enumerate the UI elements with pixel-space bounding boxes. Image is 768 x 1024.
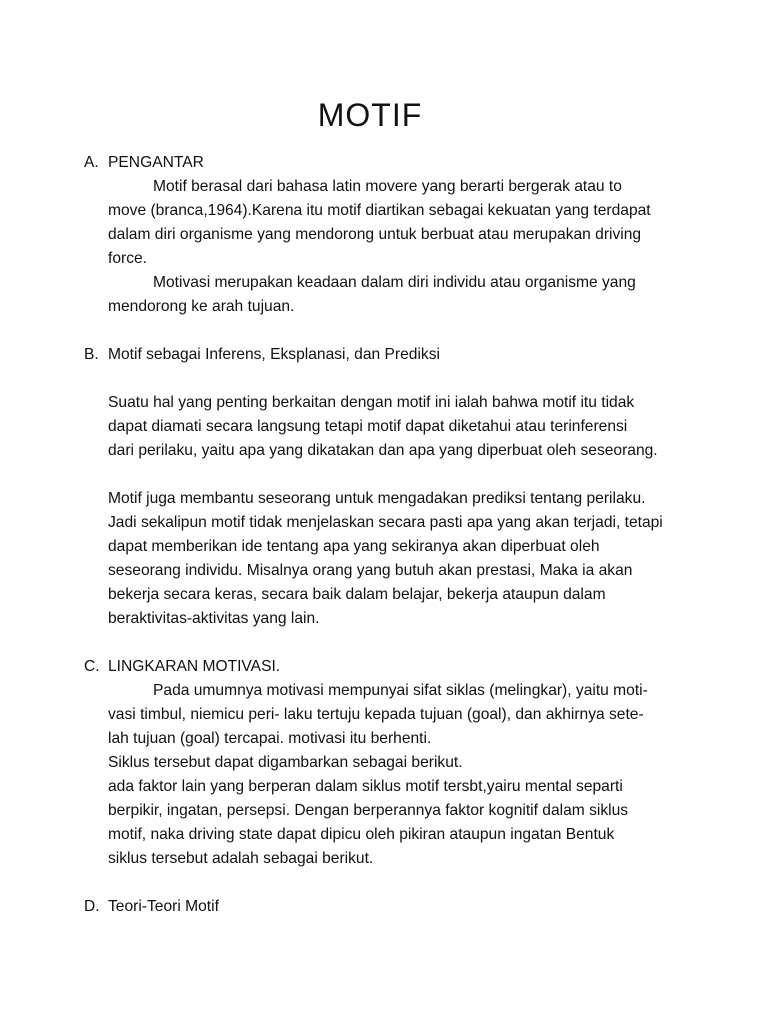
section-a-marker: A. xyxy=(84,154,99,171)
section-c-line-6: berpikir, ingatan, persepsi. Dengan berperannya faktor kognitif dalam siklus xyxy=(108,802,629,819)
paragraph-gap xyxy=(84,871,684,895)
paragraph-gap xyxy=(84,463,684,487)
paragraph-gap xyxy=(84,631,684,655)
section-c-line-8: siklus tersebut adalah sebagai berikut. xyxy=(108,850,374,867)
section-b-p2-line-2: Jadi sekalipun motif tidak menjelaskan secara pasti apa yang akan terjadi, tetapi xyxy=(108,514,663,531)
section-c-line-2: vasi timbul, niemicu peri- laku tertuju kepada tujuan (goal), dan akhirnya sete- xyxy=(108,706,644,723)
section-a-line-1: Motif berasal dari bahasa latin movere yang berarti bergerak atau to xyxy=(153,178,622,195)
section-c-line-7: motif, naka driving state dapat dipicu oleh pikiran ataupun ingatan Bentuk xyxy=(108,826,615,843)
document-title: MOTIF xyxy=(317,97,423,133)
section-b-p2-line-3: dapat memberikan ide tentang apa yang sekiranya akan diperbuat oleh xyxy=(108,538,600,555)
section-c-marker: C. xyxy=(84,658,100,675)
paragraph-gap xyxy=(84,319,684,343)
section-c-line-3: lah tujuan (goal) tercapai. motivasi itu berhenti. xyxy=(108,730,432,747)
section-b-p2-line-4: seseorang individu. Misalnya orang yang butuh akan prestasi, Maka ia akan xyxy=(108,562,633,579)
section-b-p1-line-3: dari perilaku, yaitu apa yang dikatakan dan apa yang diperbuat oleh seseorang. xyxy=(108,442,658,459)
section-c-line-5: ada faktor lain yang berperan dalam siklus motif tersbt,yairu mental separti xyxy=(108,778,623,795)
section-b-p1-line-2: dapat diamati secara langsung tetapi motif dapat diketahui atau terinferensi xyxy=(108,418,628,435)
section-a-title: PENGANTAR xyxy=(108,154,204,171)
section-b-heading xyxy=(84,343,684,367)
section-b-p1-line-1: Suatu hal yang penting berkaitan dengan motif ini ialah bahwa motif itu tidak xyxy=(108,394,635,411)
paragraph-gap xyxy=(84,367,684,391)
section-d-title: Teori-Teori Motif xyxy=(108,898,219,915)
section-a-line-3: dalam diri organisme yang mendorong untuk berbuat atau merupakan driving xyxy=(108,226,642,243)
section-a-line-5: Motivasi merupakan keadaan dalam diri individu atau organisme yang xyxy=(153,274,636,291)
section-b-p2-line-5: bekerja secara keras, secara baik dalam belajar, bekerja ataupun dalam xyxy=(108,586,606,603)
section-b-p2-line-1: Motif juga membantu seseorang untuk mengadakan prediksi tentang perilaku. xyxy=(108,490,646,507)
section-c-line-1: Pada umumnya motivasi mempunyai sifat siklas (melingkar), yaitu moti- xyxy=(153,682,648,699)
section-c-heading xyxy=(84,655,684,679)
section-b-title: Motif sebagai Inferens, Eksplanasi, dan Prediksi xyxy=(108,346,440,363)
section-a-line-2: move (branca,1964).Karena itu motif diartikan sebagai kekuatan yang terdapat xyxy=(108,202,651,219)
section-c-line-4: Siklus tersebut dapat digambarkan sebagai berikut. xyxy=(108,754,463,771)
section-a-line-4: force. xyxy=(108,250,147,267)
section-d-marker: D. xyxy=(84,898,100,915)
document-body xyxy=(84,151,684,919)
section-b-p2-line-6: beraktivitas-aktivitas yang lain. xyxy=(108,610,320,627)
section-b-marker: B. xyxy=(84,346,99,363)
section-a-line-6: mendorong ke arah tujuan. xyxy=(108,298,295,315)
section-a-heading xyxy=(84,151,684,175)
section-c-title: LINGKARAN MOTIVASI. xyxy=(108,658,281,675)
section-d-heading xyxy=(84,895,684,919)
